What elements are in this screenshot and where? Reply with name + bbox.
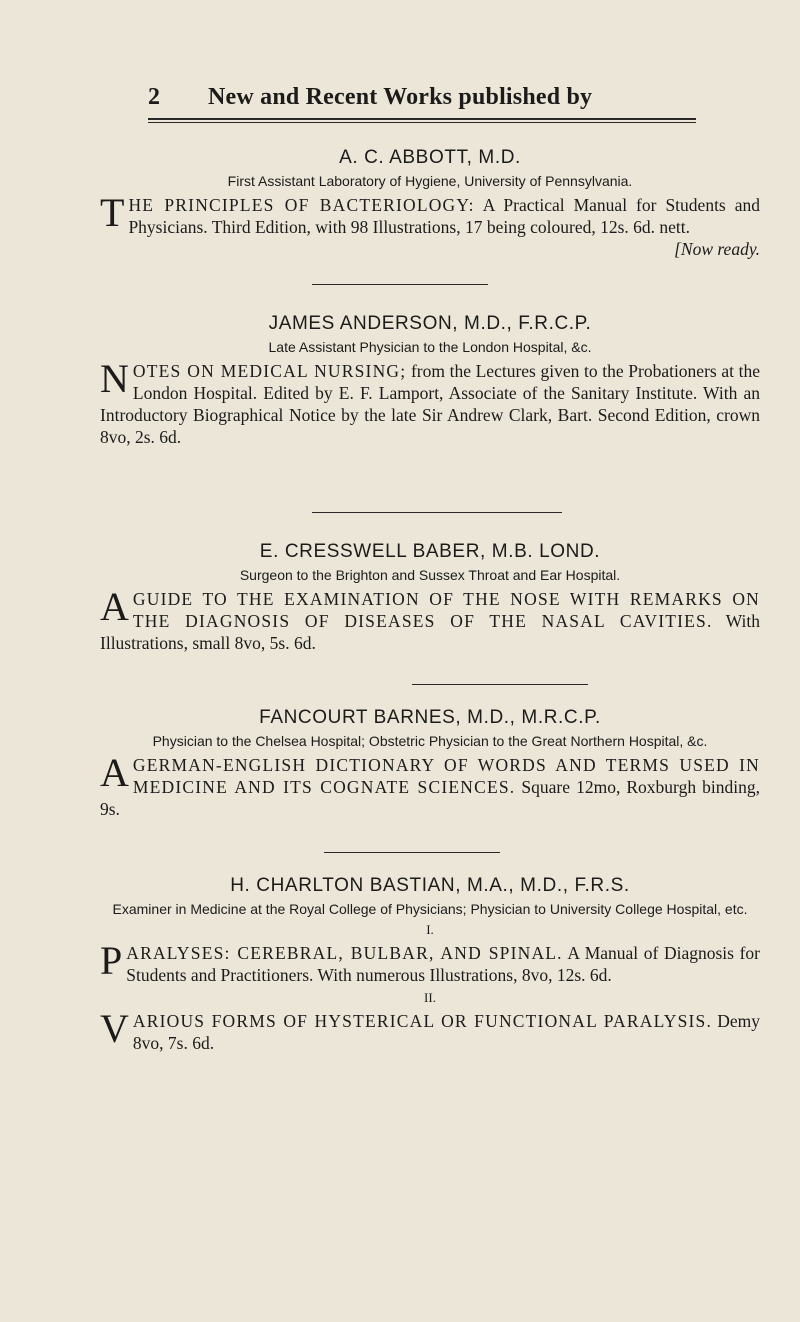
drop-capital: N <box>100 356 129 401</box>
book-listing <box>100 584 760 654</box>
availability-note: [Now ready. <box>674 239 760 259</box>
header-rule <box>148 118 696 120</box>
book-title: GUIDE TO THE EXAMINATION OF THE NOSE WITH REMARKS ON THE DIAGNOSIS OF DISEASES OF THE NASAL CAVITIES. <box>132 589 760 631</box>
book-description: With Illustrations, small 8vo, 5s. 6d. <box>100 611 760 653</box>
book-listing <box>100 1006 760 1054</box>
section-divider <box>312 284 488 285</box>
book-listing <box>100 750 760 820</box>
book-listing <box>100 190 760 238</box>
book-title: ARIOUS FORMS OF HYSTERICAL OR FUNCTIONAL PARALYSIS. <box>132 1011 713 1031</box>
entry-bastian <box>100 874 760 1054</box>
running-title: New and Recent Works published by <box>208 84 593 110</box>
drop-capital: A <box>100 750 129 795</box>
section-divider <box>412 684 588 685</box>
book-description: A Practical Manual for Students and Physicians. Third Edition, with 98 Illustrations, 17 being coloured, 12s. 6d. nett. <box>128 195 760 237</box>
book-description: A Manual of Diagnosis for Students and Practitioners. With numerous Illustrations, 8vo, 12s. 6d. <box>126 943 760 985</box>
volume-numeral: I. <box>426 922 434 937</box>
book-listing <box>100 356 760 448</box>
drop-capital: V <box>100 1006 129 1051</box>
author-name: FANCOURT BARNES, M.D., M.R.C.P. <box>259 707 601 728</box>
section-divider <box>324 852 500 853</box>
author-position: First Assistant Laboratory of Hygiene, University of Pennsylvania. <box>227 173 633 189</box>
entry-abbott <box>100 146 760 260</box>
book-listing <box>100 938 760 986</box>
author-name: H. CHARLTON BASTIAN, M.A., M.D., F.R.S. <box>230 875 630 896</box>
page-number: 2 <box>148 84 160 110</box>
drop-capital: A <box>100 584 129 629</box>
author-position: Examiner in Medicine at the Royal College of Physicians; Physician to University College Hospital, etc. <box>112 901 748 917</box>
author-position: Surgeon to the Brighton and Sussex Throat and Ear Hospital. <box>239 567 621 583</box>
drop-capital: T <box>100 190 125 235</box>
author-position: Late Assistant Physician to the London Hospital, &c. <box>268 339 592 355</box>
drop-capital: P <box>100 938 123 983</box>
section-divider <box>312 512 562 513</box>
book-title: HE PRINCIPLES OF BACTERIOLOGY: <box>128 195 475 215</box>
author-name: A. C. ABBOTT, M.D. <box>339 147 521 168</box>
volume-numeral: II. <box>424 990 436 1005</box>
entry-anderson <box>100 312 760 448</box>
book-title: GERMAN-ENGLISH DICTIONARY OF WORDS AND TERMS USED IN MEDICINE AND ITS COGNATE SCIENCES. <box>132 755 760 797</box>
book-title: ARALYSES: CEREBRAL, BULBAR, AND SPINAL. <box>126 943 563 963</box>
author-position: Physician to the Chelsea Hospital; Obstetric Physician to the Great Northern Hospital, &c. <box>152 733 708 749</box>
author-name: E. CRESSWELL BABER, M.B. LOND. <box>259 541 601 562</box>
header-rule-thin <box>148 122 696 123</box>
entry-baber <box>100 540 760 654</box>
book-description: from the Lectures given to the Probationers at the London Hospital. Edited by E. F. Lamport, Associate of the Sanitary Institute. With an Introductory Biographical Notice by the late Sir Andrew Clark, Bart. Second Edition, crown 8vo, 2s. 6d. <box>100 361 760 447</box>
page-header <box>148 84 708 124</box>
author-name: JAMES ANDERSON, M.D., F.R.C.P. <box>268 313 592 334</box>
book-title: OTES ON MEDICAL NURSING; <box>132 361 407 381</box>
book-description: Demy 8vo, 7s. 6d. <box>132 1011 760 1053</box>
entry-barnes <box>100 706 760 820</box>
book-description: Square 12mo, Roxburgh binding, 9s. <box>100 777 760 819</box>
